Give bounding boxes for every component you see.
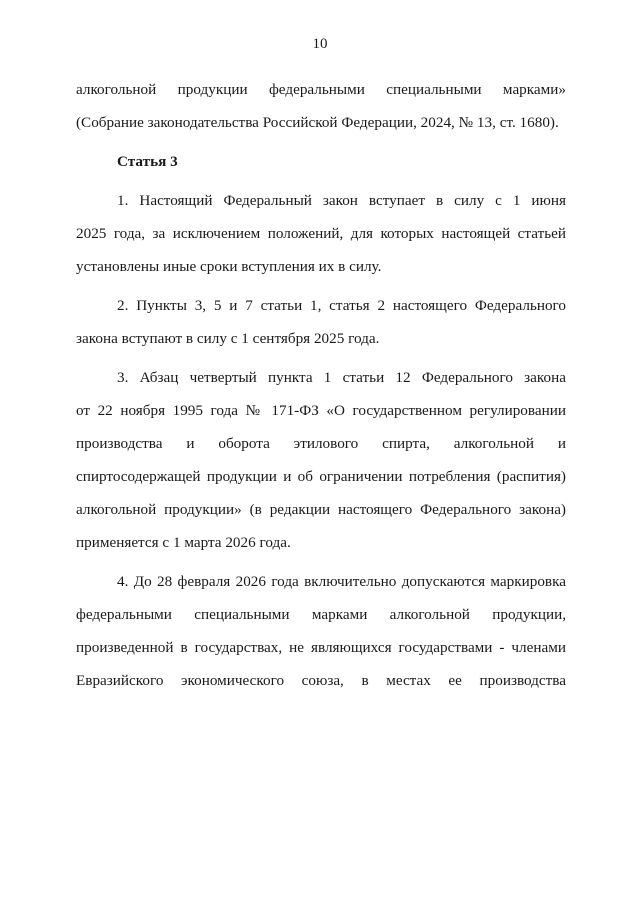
paragraph-3-line: от 22 ноября 1995 года № 171-ФЗ «О государственном регулировании (76, 402, 566, 419)
paragraph-3-line: применяется с 1 марта 2026 года. (76, 534, 291, 551)
page-number: 10 (312, 36, 328, 52)
paragraph-3-line: спиртосодержащей продукции и об ограничении потребления (распития) (76, 468, 566, 485)
paragraph-3-line: алкогольной продукции» (в редакции настоящего Федерального закона) (76, 501, 566, 518)
article-heading: Статья 3 (117, 153, 178, 170)
paragraph-4-line: Евразийского экономического союза, в местах ее производства (76, 672, 566, 689)
paragraph-3-line: 3. Абзац четвертый пункта 1 статьи 12 Федерального закона (117, 369, 566, 386)
paragraph-4-line: федеральными специальными марками алкогольной продукции, (76, 606, 566, 623)
paragraph-4-line: произведенной в государствах, не являющихся государствами - членами (76, 639, 566, 656)
paragraph-2-line: 2. Пункты 3, 5 и 7 статьи 1, статья 2 настоящего Федерального (117, 297, 566, 314)
paragraph-1-line: 1. Настоящий Федеральный закон вступает в силу с 1 июня (117, 192, 566, 209)
paragraph-1-line: 2025 года, за исключением положений, для которых настоящей статьей (76, 225, 566, 242)
paragraph-3-line: производства и оборота этилового спирта, алкогольной и (76, 435, 566, 452)
paragraph-4-line: 4. До 28 февраля 2026 года включительно допускаются маркировка (117, 573, 566, 590)
paragraph-2-line: закона вступают в силу с 1 сентября 2025 года. (76, 330, 380, 347)
text-line: (Собрание законодательства Российской Федерации, 2024, № 13, ст. 1680). (76, 114, 559, 131)
document-body (76, 73, 566, 697)
paragraph-1-line: установлены иные сроки вступления их в силу. (76, 258, 382, 275)
text-line: алкогольной продукции федеральными специальными марками» (76, 81, 566, 98)
